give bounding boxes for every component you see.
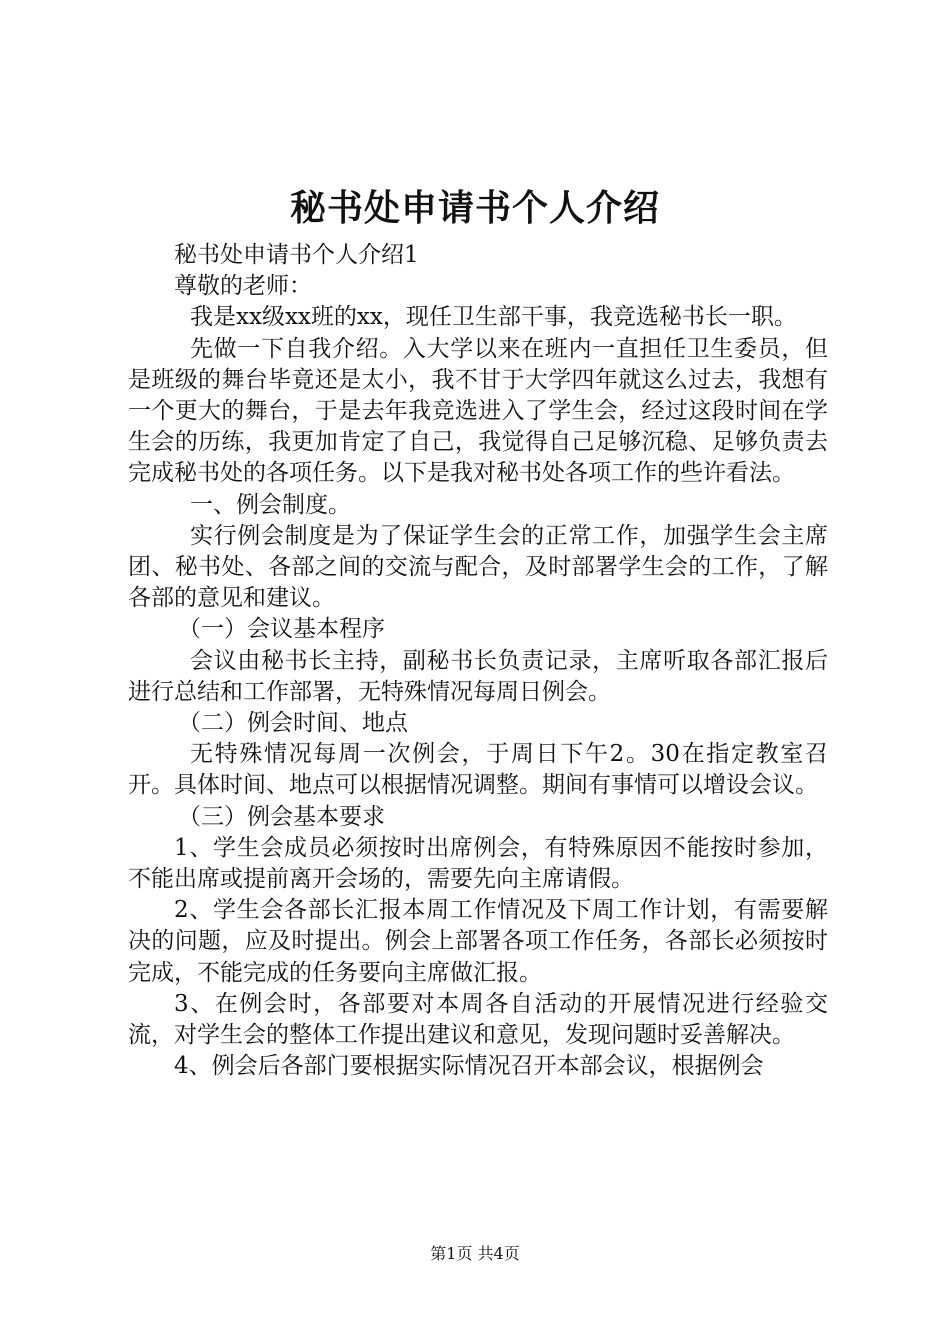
paragraph-self-introduction: 先做一下自我介绍。入大学以来在班内一直担任卫生委员，但是班级的舞台毕竟还是太小，我不甘于大学四年就这么过去，我想有一个更大的舞台，于是去年我竞选进入了学生会，经过这段时间在学生会的历练，我更加肯定了自己，我觉得自己足够沉稳、足够负责去完成秘书处的各项任务。以下是我对秘书处各项工作的些许看法。: [128, 335, 828, 487]
page-number-footer: 第1页 共4页: [430, 1244, 520, 1263]
subheading-time-place: （二）例会时间、地点: [178, 710, 408, 737]
subheading-basic-procedure: （一）会议基本程序: [178, 616, 385, 643]
paragraph-time-place: 无特殊情况每周一次例会，于周日下午2。30在指定教室召开。具体时间、地点可以根据情况调整。期间有事情可以增设会议。: [128, 741, 828, 799]
paragraph-requirement-4: 4、例会后各部门要根据实际情况召开本部会议，根据例会: [174, 1053, 764, 1080]
paragraph-requirement-3: 3、在例会时，各部要对本周各自活动的开展情况进行经验交流，对学生会的整体工作提出建议和意见，发现问题时妥善解决。: [128, 990, 828, 1049]
paragraph-intro: 我是xx级xx班的xx，现任卫生部干事，我竞选秘书长一职。: [190, 304, 797, 331]
subheading-basic-requirements: （三）例会基本要求: [178, 803, 385, 830]
paragraph-subtitle: 秘书处申请书个人介绍1: [174, 242, 419, 268]
section-heading-meeting-system: 一、例会制度。: [190, 491, 351, 518]
paragraph-meeting-purpose: 实行例会制度是为了保证学生会的正常工作，加强学生会主席团、秘书处、各部之间的交流与配合，及时部署学生会的工作，了解各部的意见和建议。: [128, 522, 828, 612]
paragraph-salutation: 尊敬的老师：: [174, 273, 312, 300]
document-title: 秘书处申请书个人介绍: [289, 187, 660, 229]
paragraph-requirement-2: 2、学生会各部长汇报本周工作情况及下周工作计划，有需要解决的问题，应及时提出。例会上部署各项工作任务，各部长必须按时完成，不能完成的任务要向主席做汇报。: [128, 897, 828, 986]
paragraph-requirement-1: 1、学生会成员必须按时出席例会，有特殊原因不能按时参加，不能出席或提前离开会场的，需要先向主席请假。: [128, 834, 828, 893]
paragraph-procedure: 会议由秘书长主持，副秘书长负责记录，主席听取各部汇报后进行总结和工作部署，无特殊情况每周日例会。: [128, 647, 828, 705]
document-body: [128, 240, 828, 1082]
